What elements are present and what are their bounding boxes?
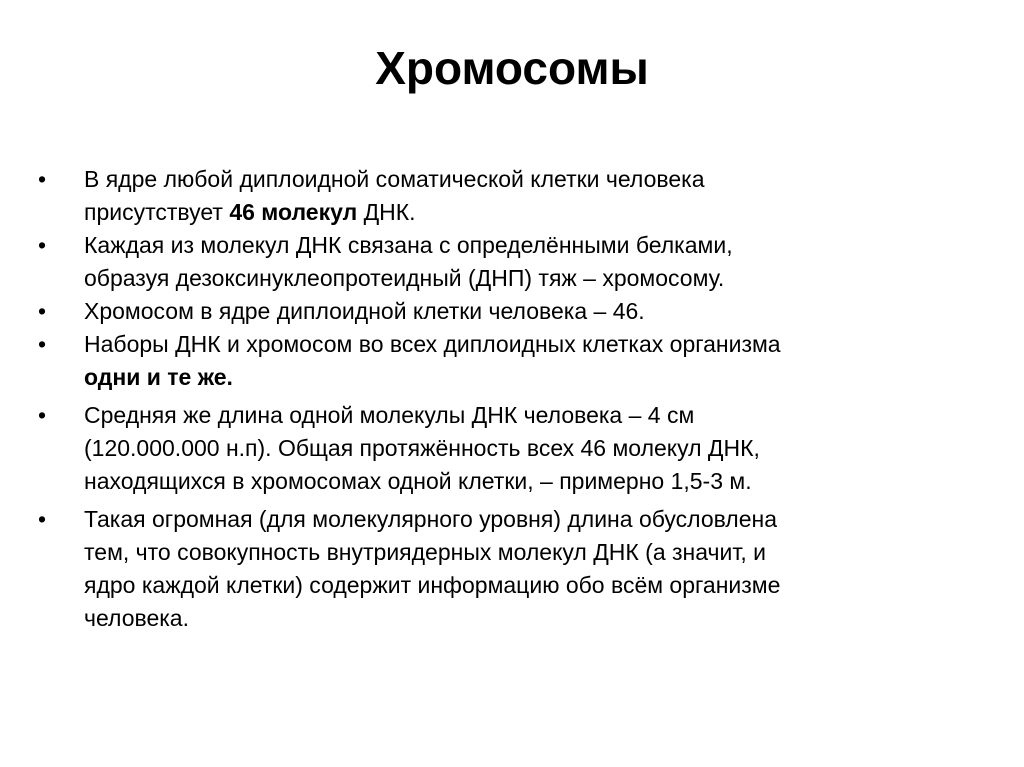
- bullet-text-run: Такая огромная (для молекулярного уровня) длина обусловлена тем, что совокупность внутриядерных молекул ДНК (а значит, и ядро каждой клетки) содержит информацию обо всём организме человека.: [84, 506, 781, 631]
- bullet-text-run: Средняя же длина одной молекулы ДНК человека – 4 см (120.000.000 н.п). Общая протяжённость всех 46 молекул ДНК, находящихся в хромосомах одной клетки, – примерно 1,5-3 м.: [84, 402, 760, 494]
- slide-title: Хромосомы: [375, 42, 649, 94]
- bullet-marker: •: [38, 298, 47, 324]
- bullet-marker: •: [38, 402, 47, 428]
- bullet-item: [36, 399, 986, 498]
- bullet-list: [36, 163, 986, 635]
- bullet-text-bold: 46 молекул: [229, 199, 358, 225]
- bullet-marker: •: [38, 331, 47, 357]
- bullet-text: [84, 166, 705, 225]
- bullet-marker: •: [38, 232, 47, 258]
- bullet-text-run: В ядре любой диплоидной соматической клетки человека присутствует: [84, 166, 705, 225]
- bullet-text-run: Хромосом в ядре диплоидной клетки человека – 46.: [84, 298, 645, 324]
- bullet-text-run: Наборы ДНК и хромосом во всех диплоидных клетках организма: [84, 331, 781, 357]
- bullet-text-run: Каждая из молекул ДНК связана с определёнными белками, образуя дезоксинуклеопротеидный (ДНП) тяж – хромосому.: [84, 232, 733, 291]
- bullet-text: [84, 506, 780, 631]
- bullet-item: [36, 328, 986, 394]
- bullet-item: [36, 229, 986, 295]
- bullet-item: [36, 295, 986, 328]
- bullet-text: [84, 331, 781, 390]
- bullet-marker: •: [38, 166, 47, 192]
- bullet-marker: •: [38, 506, 47, 532]
- bullet-item: [36, 163, 986, 229]
- bullet-item: [36, 503, 986, 635]
- bullet-text-bold: одни и те же.: [84, 364, 233, 390]
- bullet-text-run: ДНК.: [357, 199, 416, 225]
- bullet-text: [84, 298, 645, 324]
- bullet-text: [84, 232, 733, 291]
- bullet-text: [84, 402, 760, 494]
